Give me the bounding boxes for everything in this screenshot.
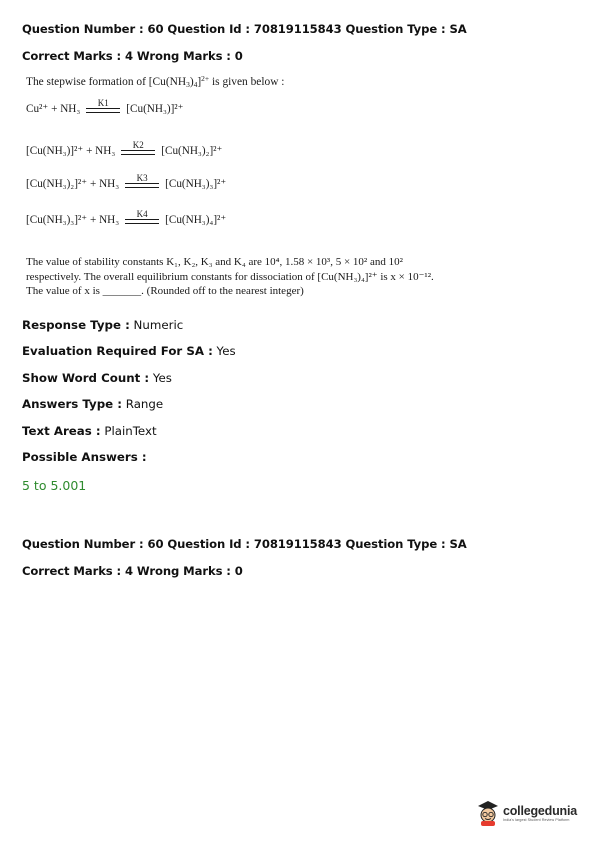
field-key: Evaluation Required For SA : (22, 344, 213, 358)
equation-1-rhs: [Cu(NH₃)]²⁺ (126, 103, 184, 115)
equation-2 (26, 140, 223, 157)
question-header: Question Number : 60 Question Id : 70819115843 Question Type : SA (22, 537, 467, 551)
equation-2-lhs: [Cu(NH₃)]²⁺ + NH₃ (26, 145, 116, 157)
field-key: Possible Answers : (22, 450, 147, 464)
field-key: Answers Type : (22, 397, 123, 411)
field-value: Yes (212, 344, 236, 358)
equilibrium-arrow (125, 210, 159, 224)
answers-type-field (22, 397, 163, 411)
k-label: K4 (136, 209, 148, 219)
equation-3-rhs: [Cu(NH₃)₃]²⁺ (165, 178, 227, 190)
show-word-count-field (22, 371, 172, 385)
possible-answers-field (22, 450, 147, 464)
intro-suffix: is given below : (209, 76, 285, 88)
equation-4-lhs: [Cu(NH₃)₃]²⁺ + NH₃ (26, 214, 120, 226)
complex-formula: $[Cu(NH_3)_4]^{2+}$ (148, 74, 210, 89)
equilibrium-arrow (125, 174, 159, 188)
response-type-field (22, 318, 183, 332)
question-header: Question Number : 60 Question Id : 70819115843 Question Type : SA (22, 22, 467, 36)
k-label: K1 (97, 98, 109, 108)
logo-name: collegedunia (503, 804, 578, 818)
k-label: K3 (136, 173, 148, 183)
field-value: Range (122, 397, 164, 411)
equation-1-lhs: Cu²⁺ + NH₃ (26, 103, 81, 115)
equation-4-rhs: [Cu(NH₃)₄]²⁺ (165, 214, 227, 226)
question-paragraph-line-1: The value of stability constants K₁, K₂, K₃ and K₄ are 10⁴, 1.58 × 10³, 5 × 10² and 10² (26, 256, 403, 268)
equation-4 (26, 209, 227, 226)
equation-3-lhs: [Cu(NH₃)₂]²⁺ + NH₃ (26, 178, 120, 190)
field-key: Text Areas : (22, 424, 101, 438)
collegedunia-logo (476, 797, 586, 829)
equation-1 (26, 98, 184, 115)
text-areas-field (22, 424, 157, 438)
equilibrium-arrow (121, 141, 155, 155)
field-key: Show Word Count : (22, 371, 150, 385)
marks-info: Correct Marks : 4 Wrong Marks : 0 (22, 564, 243, 578)
field-value: PlainText (100, 424, 157, 438)
question-paragraph-line-2: respectively. The overall equilibrium constants for dissociation of [Cu(NH₃)₄]²⁺ is x × 10⁻¹². (26, 271, 434, 283)
logo-tagline: India's largest Student Review Platform (503, 818, 570, 822)
k-label: K2 (132, 140, 144, 150)
equation-2-rhs: [Cu(NH₃)₂]²⁺ (161, 145, 223, 157)
question-paragraph-line-3: The value of x is _______. (Rounded off to the nearest integer) (26, 285, 304, 297)
evaluation-required-field (22, 344, 236, 358)
equilibrium-arrow (86, 99, 120, 113)
marks-info: Correct Marks : 4 Wrong Marks : 0 (22, 49, 243, 63)
question-intro (26, 74, 284, 89)
field-key: Response Type : (22, 318, 130, 332)
field-value: Yes (149, 371, 172, 385)
intro-prefix: The stepwise formation of (26, 76, 149, 88)
equation-3 (26, 173, 227, 190)
possible-answer: 5 to 5.001 (22, 478, 87, 493)
field-value: Numeric (129, 318, 184, 332)
student-mascot-icon (476, 799, 500, 827)
